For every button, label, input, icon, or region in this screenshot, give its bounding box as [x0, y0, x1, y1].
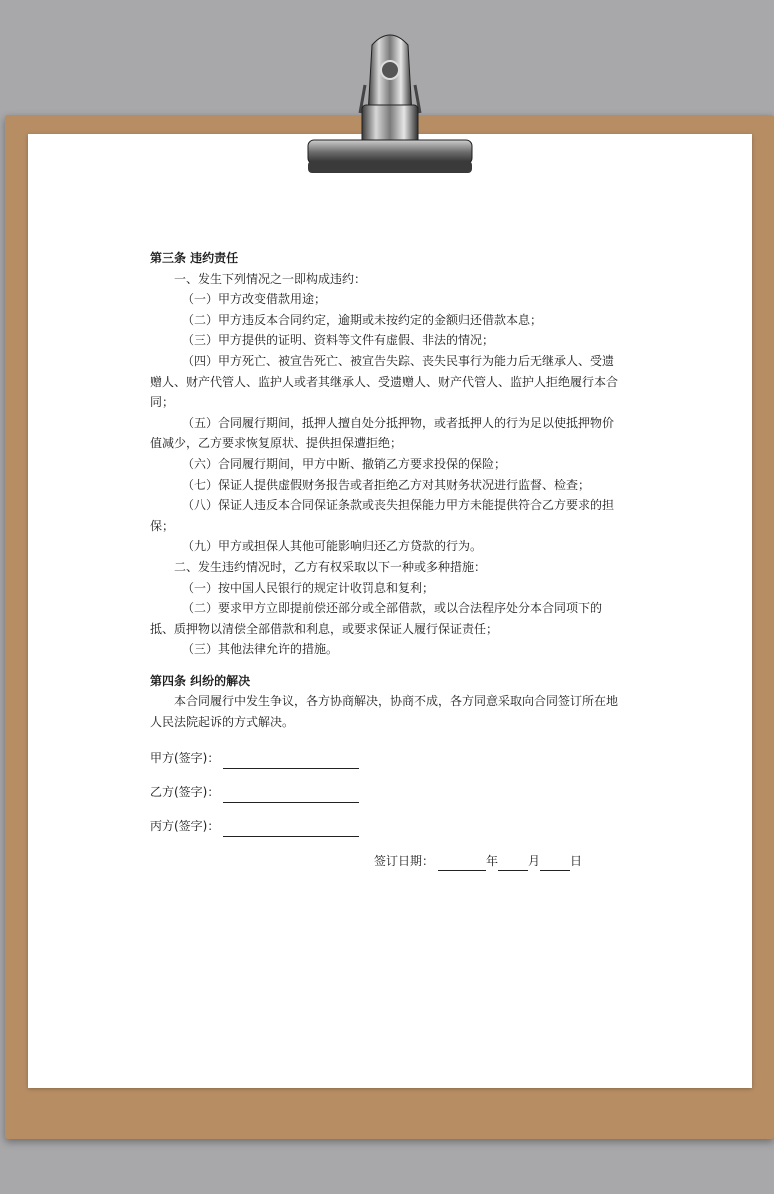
article3-line: （五）合同履行期间，抵押人擅自处分抵押物，或者抵押人的行为足以使抵押物价值减少，乙方要求恢复原状、提供担保遭拒绝；: [150, 415, 615, 451]
article3-line: （七）保证人提供虚假财务报告或者拒绝乙方对其财务状况进行监督、检查；: [182, 477, 591, 492]
signing-date-label: 签订日期：: [374, 853, 435, 868]
article3-line: （三）其他法律允许的措施。: [182, 642, 339, 657]
signature-row-c: [150, 817, 620, 837]
party-b-signature-field[interactable]: [223, 788, 359, 803]
article3-line: （二）要求甲方立即提前偿还部分或全部借款，或以合法程序处分本合同项下的抵、质押物以清偿全部借款和利息，或要求保证人履行保证责任；: [150, 601, 603, 636]
article3-line: （八）保证人违反本合同保证条款或丧失担保能力甲方未能提供符合乙方要求的担保；: [150, 498, 615, 533]
article3-line: （三）甲方提供的证明、资料等文件有虚假、非法的情况；: [182, 333, 495, 348]
year-field[interactable]: [438, 856, 486, 871]
day-field[interactable]: [540, 856, 570, 871]
signing-date-row: [150, 851, 620, 872]
month-label: 月: [528, 853, 541, 868]
day-label: 日: [570, 853, 583, 868]
article3-line: （二）甲方违反本合同约定，逾期或未按约定的金额归还借款本息；: [182, 312, 543, 327]
party-c-signature-field[interactable]: [223, 822, 359, 837]
contract-text: [150, 248, 620, 871]
article3-heading: 第三条 违约责任: [150, 251, 239, 265]
article3-line: 二、发生违约情况时，乙方有权采取以下一种或多种措施：: [174, 559, 487, 574]
party-c-label: 丙方(签字)：: [150, 819, 220, 834]
binder-clip-icon: [300, 25, 480, 185]
article4-body: 本合同履行中发生争议，各方协商解决，协商不成，各方同意采取向合同签订所在地人民法院起诉的方式解决。: [150, 694, 619, 730]
article3-line: （一）甲方改变借款用途；: [182, 292, 327, 307]
party-b-label: 乙方(签字)：: [150, 785, 220, 800]
party-a-label: 甲方(签字)：: [150, 751, 220, 766]
article4-heading: 第四条 纠纷的解决: [150, 673, 251, 688]
party-a-signature-field[interactable]: [223, 754, 359, 769]
signature-block: [150, 749, 620, 837]
article3-line: 一、发生下列情况之一即构成违约：: [174, 271, 367, 286]
month-field[interactable]: [498, 856, 528, 871]
article3-line: （六）合同履行期间，甲方中断、撤销乙方要求投保的保险；: [182, 456, 507, 471]
signature-row-a: [150, 749, 620, 769]
signature-row-b: [150, 783, 620, 803]
article3-line: （四）甲方死亡、被宣告死亡、被宣告失踪、丧失民事行为能力后无继承人、受遗赠人、财产代管人、监护人或者其继承人、受遗赠人、财产代管人、监护人拒绝履行本合同；: [150, 353, 619, 410]
article3-line: （一）按中国人民银行的规定计收罚息和复利；: [182, 580, 435, 595]
year-label: 年: [486, 853, 499, 868]
article3-line: （九）甲方或担保人其他可能影响归还乙方贷款的行为。: [182, 539, 483, 554]
